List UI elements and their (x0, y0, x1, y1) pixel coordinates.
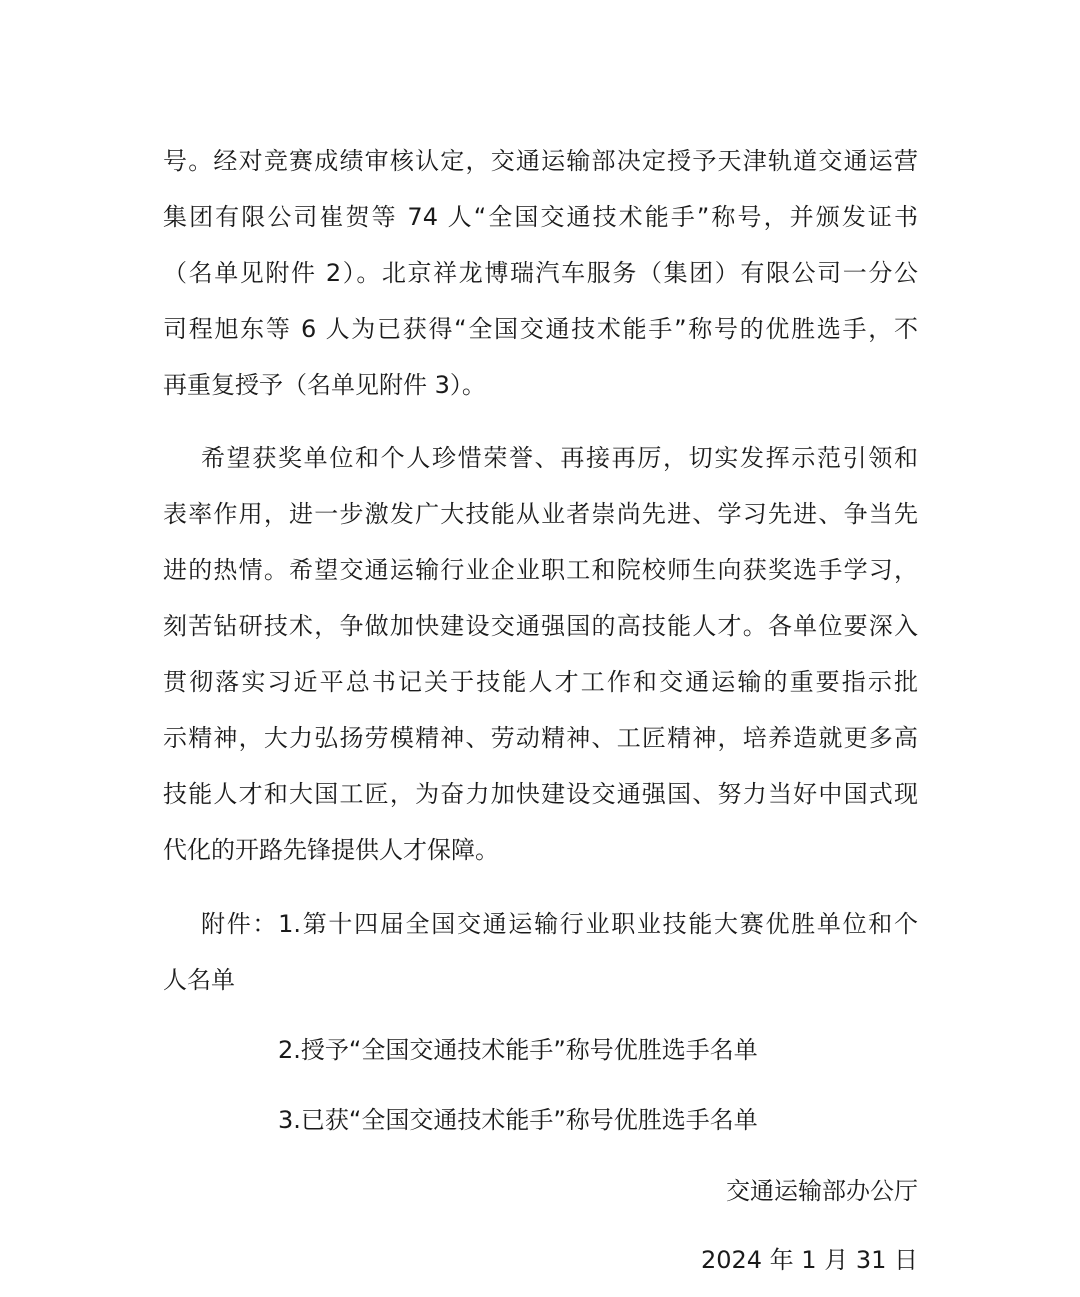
text-line: 表率作用，进一步激发广大技能从业者崇尚先进、学习先进、争当先 (163, 500, 918, 528)
attachment-item-1: 附件：1.第十四届全国交通运输行业职业技能大赛优胜单位和个 (201, 910, 918, 938)
text-line: 代化的开路先锋提供人才保障。 (163, 836, 499, 864)
text-line: （名单见附件 2）。北京祥龙博瑞汽车服务（集团）有限公司一分公 (163, 259, 918, 287)
text-line: 示精神，大力弘扬劳模精神、劳动精神、工匠精神，培养造就更多高 (163, 724, 918, 752)
attachments-list (163, 896, 918, 1008)
text-line: 进的热情。希望交通运输行业企业职工和院校师生向获奖选手学习， (163, 556, 918, 584)
attachment-item-2: 2.授予“全国交通技术能手”称号优胜选手名单 (278, 1036, 758, 1064)
text-line: 集团有限公司崔贺等 74 人“全国交通技术能手”称号，并颁发证书 (163, 203, 918, 231)
issuer-signature: 交通运输部办公厅 (726, 1177, 918, 1205)
text-line: 希望获奖单位和个人珍惜荣誉、再接再厉，切实发挥示范引领和 (201, 444, 918, 472)
text-line: 贯彻落实习近平总书记关于技能人才工作和交通运输的重要指示批 (163, 668, 918, 696)
paragraph-award-decision (163, 133, 918, 413)
text-line: 号。经对竞赛成绩审核认定，交通运输部决定授予天津轨道交通运营 (163, 147, 918, 175)
text-line: 刻苦钻研技术，争做加快建设交通强国的高技能人才。各单位要深入 (163, 612, 918, 640)
text-line: 技能人才和大国工匠，为奋力加快建设交通强国、努力当好中国式现 (163, 780, 918, 808)
text-line: 司程旭东等 6 人为已获得“全国交通技术能手”称号的优胜选手，不 (163, 315, 918, 343)
attachment-item-1-continued: 人名单 (163, 966, 235, 994)
attachment-item-3: 3.已获“全国交通技术能手”称号优胜选手名单 (278, 1106, 758, 1134)
paragraph-expectations (163, 430, 918, 878)
issue-date: 2024 年 1 月 31 日 (700, 1246, 918, 1274)
text-line: 再重复授予（名单见附件 3）。 (163, 371, 486, 399)
